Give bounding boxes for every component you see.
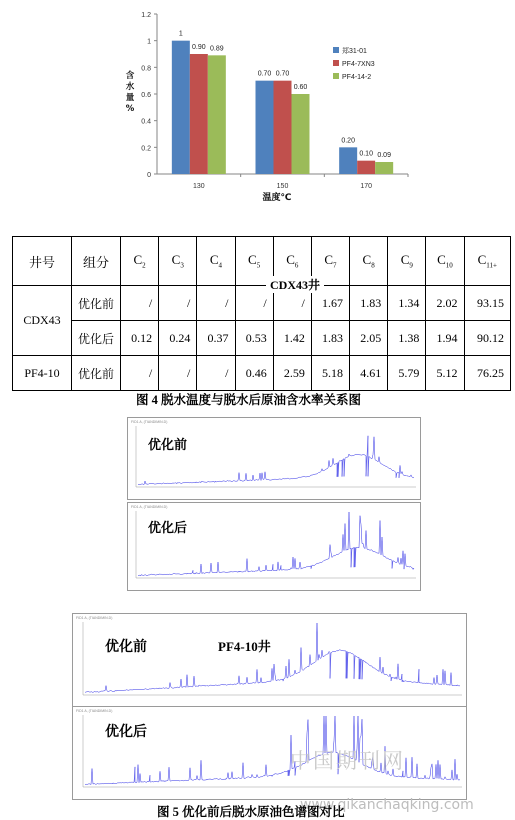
y-tick-label: 1 xyxy=(147,38,151,46)
y-axis-label-char: 含 xyxy=(125,71,135,81)
cell-group: 优化后 xyxy=(72,321,121,356)
data-label: 0.60 xyxy=(293,84,308,91)
y-axis-label-char: 水 xyxy=(125,82,135,92)
cell-value: 0.37 xyxy=(197,321,235,356)
header-c2: $C_2$ xyxy=(121,237,159,286)
cell-value: / xyxy=(273,286,311,321)
panel-label-after: 优化后 xyxy=(148,520,188,535)
panel-well-label: PF4-10井 xyxy=(218,639,271,654)
cell-group: 优化前 xyxy=(72,286,121,321)
data-label: 0.70 xyxy=(275,70,290,78)
y-axis-label-char: 量 xyxy=(125,93,135,103)
header-c10: $C_{10}$ xyxy=(426,237,464,286)
legend-entry: PF4-7XN3 xyxy=(342,61,375,68)
chromatogram-top-before xyxy=(127,417,421,500)
bar xyxy=(274,81,292,174)
cell-value: 1.34 xyxy=(388,286,426,321)
cell-value: 76.25 xyxy=(464,356,510,391)
legend-entry: 郑31-01 xyxy=(342,48,367,55)
chromatogram-bottom-after xyxy=(72,706,467,800)
cell-value: 0.46 xyxy=(235,356,273,391)
cell-value: 0.12 xyxy=(121,321,159,356)
header-c11plus: $C_{11+}$ xyxy=(464,237,510,286)
chromatogram-trace xyxy=(73,614,466,707)
cell-value: 1.94 xyxy=(426,321,464,356)
cell-value: / xyxy=(197,356,235,391)
legend-swatch xyxy=(333,47,339,53)
chromatogram-trace xyxy=(128,418,420,499)
cell-group: 优化前 xyxy=(72,356,121,391)
header-well: 井号 xyxy=(13,237,72,286)
header-c3: $C_3$ xyxy=(159,237,197,286)
legend-entry: PF4-14-2 xyxy=(342,74,372,81)
header-c8: $C_8$ xyxy=(350,237,388,286)
chromatogram-trace xyxy=(73,707,466,799)
cell-value: 5.18 xyxy=(311,356,349,391)
chromatogram-bottom-before xyxy=(72,613,467,708)
cell-value: 2.59 xyxy=(273,356,311,391)
bar xyxy=(208,55,226,174)
cell-value: 1.83 xyxy=(350,286,388,321)
panel-header-text: FID1 A, (TIANDIMIN.D) xyxy=(131,505,168,509)
header-c4: $C_4$ xyxy=(197,237,235,286)
cell-value: / xyxy=(159,356,197,391)
header-c6: $C_6$ xyxy=(273,237,311,286)
x-tick-label: 130 xyxy=(192,183,205,190)
y-tick-label: 0 xyxy=(147,172,151,179)
cell-value: 5.79 xyxy=(388,356,426,391)
data-label: 0.10 xyxy=(359,150,373,158)
figure4-caption: 图 4 脱水温度与脱水后原油含水率关系图 xyxy=(136,393,362,407)
bar xyxy=(357,161,375,174)
composition-table xyxy=(12,236,511,391)
bar xyxy=(172,41,190,174)
cell-value: 93.15 xyxy=(464,286,510,321)
cell-value: 0.53 xyxy=(235,321,273,356)
panel-label-before: 优化前 xyxy=(105,640,147,655)
chromatogram-trace xyxy=(128,503,420,590)
bar xyxy=(375,162,393,174)
header-c5: $C_5$ xyxy=(235,237,273,286)
y-tick-label: 0.8 xyxy=(141,65,151,73)
chromatogram-line xyxy=(85,623,460,693)
chromatogram-top-after xyxy=(127,502,421,591)
y-tick-label: 1.2 xyxy=(141,12,151,19)
table-row xyxy=(13,321,511,356)
cell-value: / xyxy=(159,286,197,321)
x-tick-label: 150 xyxy=(276,183,289,190)
watermark-cn: 中国期刊网 xyxy=(290,749,405,773)
table-header-row xyxy=(13,237,511,286)
cell-well: PF4-10 xyxy=(13,356,72,391)
y-axis-label-char: % xyxy=(125,104,135,114)
data-label: 1 xyxy=(178,30,183,38)
cell-value: 1.67 xyxy=(311,286,349,321)
bar xyxy=(339,147,357,174)
cell-value: / xyxy=(121,286,159,321)
watermark-url: www.qikanchaqking.com xyxy=(300,797,474,813)
water-content-bar-chart xyxy=(0,0,515,220)
cell-value: 1.42 xyxy=(273,321,311,356)
panel-label-before: 优化前 xyxy=(148,437,188,452)
legend-swatch xyxy=(333,73,339,79)
cell-value: 1.83 xyxy=(311,321,349,356)
table-row xyxy=(13,356,511,391)
legend-swatch xyxy=(333,60,339,66)
chromatogram-line xyxy=(138,436,414,485)
y-tick-label: 0.2 xyxy=(141,145,151,153)
cell-value: 0.24 xyxy=(159,321,197,356)
cell-value: 90.12 xyxy=(464,321,510,356)
cell-value: 2.05 xyxy=(350,321,388,356)
header-group: 组分 xyxy=(72,237,121,286)
cell-value: / xyxy=(121,356,159,391)
x-axis-label: 温度℃ xyxy=(262,193,292,203)
table-row xyxy=(13,286,511,321)
cell-value: 1.38 xyxy=(388,321,426,356)
cell-well: CDX43 xyxy=(13,286,72,356)
y-tick-label: 0.6 xyxy=(141,92,151,99)
cell-value: 2.02 xyxy=(426,286,464,321)
figure5-caption: 图 5 优化前后脱水原油色谱图对比 xyxy=(157,805,345,819)
data-label: 0.70 xyxy=(257,70,272,78)
bar xyxy=(190,54,208,174)
data-label: 0.20 xyxy=(341,137,355,145)
cell-value: / xyxy=(197,286,235,321)
panel-label-after: 优化后 xyxy=(105,725,147,740)
data-label: 0.09 xyxy=(377,152,391,159)
cell-value: 4.61 xyxy=(350,356,388,391)
header-c9: $C_9$ xyxy=(388,237,426,286)
panel-header-text: FID1 A, (TIANDIMIN.D) xyxy=(131,420,168,424)
bar xyxy=(292,94,310,174)
data-label: 0.90 xyxy=(192,44,206,51)
bar xyxy=(256,81,274,174)
header-c7: $C_7$ xyxy=(311,237,349,286)
y-tick-label: 0.4 xyxy=(141,118,151,126)
cell-value: 5.12 xyxy=(426,356,464,391)
panel-header-text: FID1 A, (TIANDIMIN.D) xyxy=(76,616,113,620)
table-overlay-well-label: CDX43井 xyxy=(266,276,324,293)
data-label: 0.89 xyxy=(210,45,224,53)
chromatogram-line xyxy=(138,512,414,576)
cell-value: / xyxy=(235,286,273,321)
x-tick-label: 170 xyxy=(360,183,373,190)
panel-header-text: FID1 A, (TIANDIMIN.D) xyxy=(76,709,113,713)
